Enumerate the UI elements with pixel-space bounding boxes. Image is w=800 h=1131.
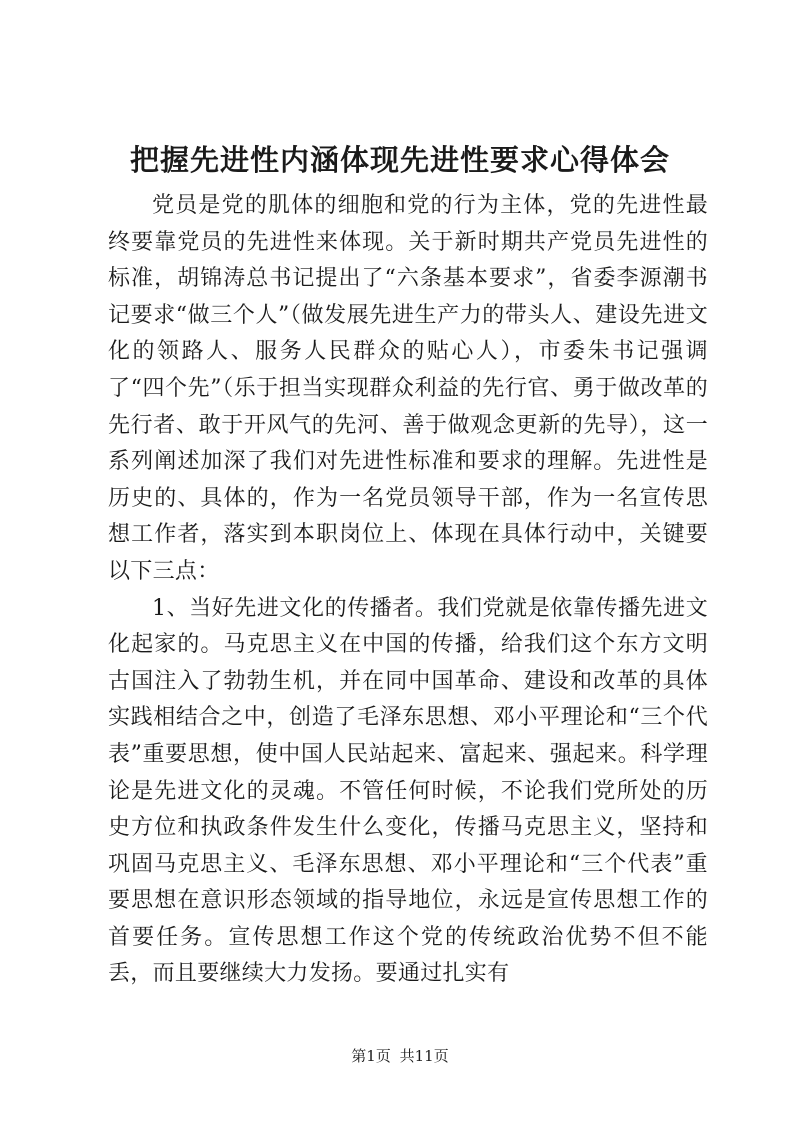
paragraph-intro: 党员是党的肌体的细胞和党的行为主体，党的先进性最终要靠党员的先进性来体现。关于新时期共产党员先进性的标准，胡锦涛总书记提出了“六条基本要求”，省委李源潮书记要求“做三个人”（做发展先进生产力的带头人、建设先进文化的领路人、服务人民群众的贴心人），市委朱书记强调了“四个先”（乐于担当实现群众利益的先行官、勇于做改革的先行者、敢于开风气的先河、善于做观念更新的先导），这一系列阐述加深了我们对先进性标准和要求的理解。先进性是历史的、具体的，作为一名党员领导干部，作为一名宣传思想工作者，落实到本职岗位上、体现在具体行动中，关键要以下三点： <box>108 193 708 584</box>
page-total: 共11页 <box>399 1047 449 1065</box>
document-body <box>108 188 708 993</box>
paragraph-point-1: 1、当好先进文化的传播者。我们党就是依靠传播先进文化起家的。马克思主义在中国的传播，给我们这个东方文明古国注入了勃勃生机，并在同中国革命、建设和改革的具体实践相结合之中，创造了毛泽东思想、邓小平理论和“三个代表”重要思想，使中国人民站起来、富起来、强起来。科学理论是先进文化的灵魂。不管任何时候，不论我们党所处的历史方位和执政条件发生什么变化，传播马克思主义，坚持和巩固马克思主义、毛泽东思想、邓小平理论和“三个代表”重要思想在意识形态领域的指导地位，永远是宣传思想工作的首要任务。宣传思想工作这个党的传统政治优势不但不能丢，而且要继续大力发扬。要通过扎实有 <box>108 595 708 987</box>
page-footer <box>0 1046 800 1066</box>
document-title: 把握先进性内涵体现先进性要求心得体会 <box>129 143 670 177</box>
page-number: 第1页 <box>351 1047 391 1065</box>
